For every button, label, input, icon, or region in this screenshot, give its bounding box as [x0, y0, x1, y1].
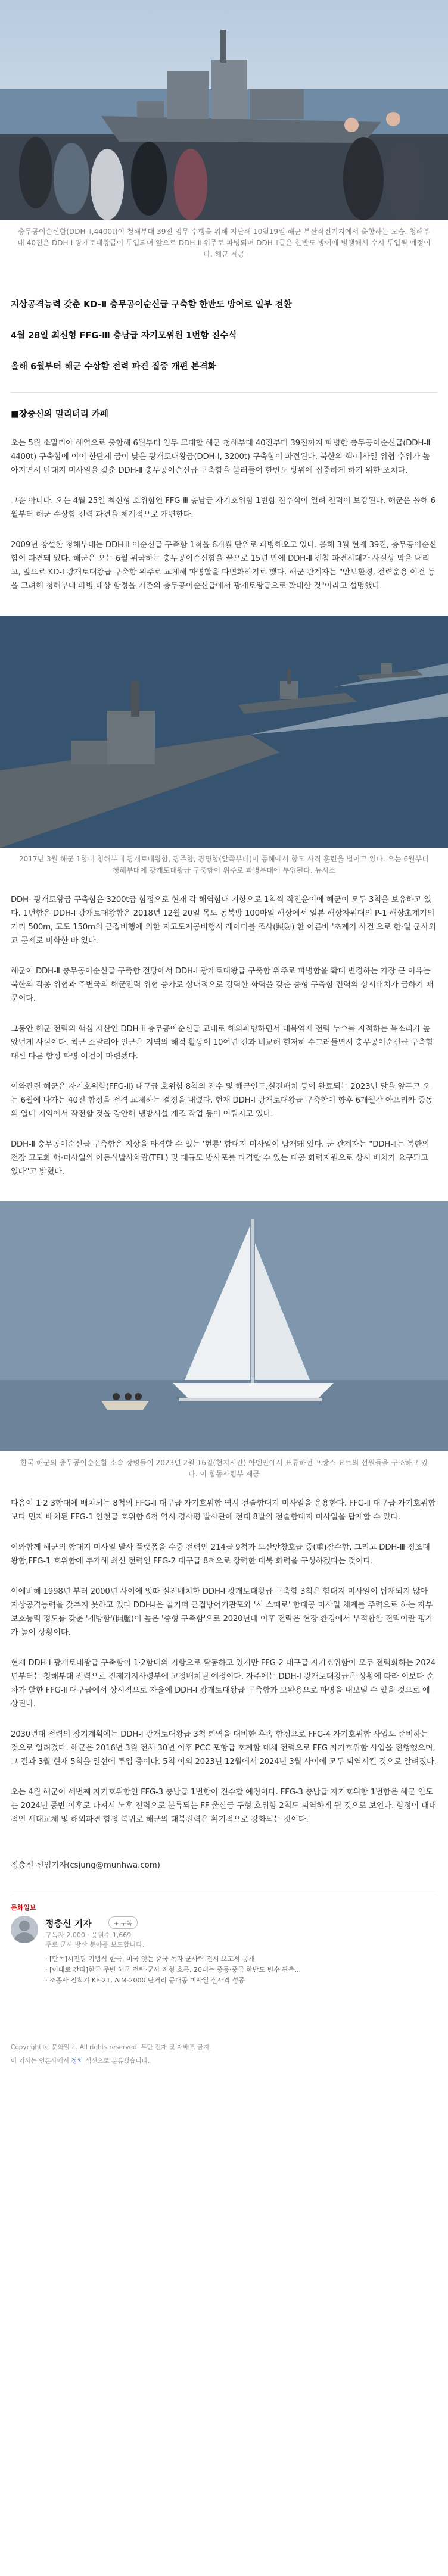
copyright-notice: Copyright ⓒ 문화일보. All rights reserved. 무단 전재 및 재배포 금지. [11, 2044, 211, 2051]
paragraph: 오는 4월 해군이 세번째 자기호위함인 FFG-3 충남급 1번함이 진수할 예정이다. FFG-3 충남급 자기호위함 1번함은 해군 인도는 2024년 중반 이후로 다져서 노후 전력으로 분류되는 FF 울산급 구형 호위함 2척도 퇴역하게 될 것으로 보인다. 함정이 대대적인 세대교체 및 해외파견 함정 복귀로 해군의 대북전력은 획기적으로 강화되는 것이다. [11, 1788, 437, 1824]
article-photo-2 [0, 616, 448, 848]
yacht-rescue-image [0, 1201, 448, 1451]
related-article-link[interactable]: · [단독]시진핑 기념식 한국, 미국 잇는 중국 독자 군사력 전시 보고서 공개 [45, 1954, 301, 1965]
photo-caption-2: 2017년 3월 해군 1함대 청해부대 광개토대왕함, 광주함, 광명함(앞쪽부터)이 동해에서 항모 사격 훈련을 벌이고 있다. 오는 6월부터 청해부대에 광개토대왕급 구축함이 위주로 파병부대에 투입된다. 뉴시스 [19, 855, 429, 875]
photo-caption-3: 한국 해군의 충무공이순신함 소속 장병들이 2023년 2월 16일(현지시간) 아덴만에서 표류하던 프랑스 요트의 선원들을 구조하고 있다. 이 합동사령부 제공 [20, 1459, 428, 1478]
summary-line-2: 4월 28일 최신형 FFG-Ⅲ 충남급 자기모위원 1번함 진수식 [11, 331, 237, 341]
warship-departure-image [0, 0, 448, 220]
paragraph: DDH-Ⅱ 충무공이순신급 구축함은 지상을 타격할 수 있는 '현룡' 함대지 미사일이 탑재돼 있다. 군 관계자는 "DDH-Ⅱ는 북한의 전장 고도화 핵·미사일의 이동식발사차량(TEL) 및 대규모 방사포를 타격할 수 있는 대공 화력지원으로 상시 배치가 요구되고 있다"고 밝혔다. [11, 1140, 430, 1176]
paragraph: 해군이 DDH-Ⅱ 충무공이순신급 구축함 전망에서 DDH-Ⅰ 광개토대왕급 구축함 위주로 파병함을 확대 변경하는 가장 큰 이유는 북한의 각종 위협과 주변국의 해군전력 위협 증가로 상대적으로 강력한 화력을 갖춘 중형 구축함 전력의 상시배치가 급하기 때문이다. [11, 967, 434, 1003]
column-title: ■장중신의 밀리터리 카페 [11, 410, 108, 419]
photo-caption-1: 충무공이순신함(DDH-Ⅱ,4400t)이 청해부대 39진 임무 수행을 위해 지난해 10월19일 해군 부산작전기지에서 출항하는 모습. 청해부대 40진은 DDH-Ⅰ 광개토대왕급이 투입되며 앞으로 DDH-Ⅱ 위주로 파병되며 DDH-Ⅱ급은 한반도 방어에 병행해서 수시 투입될 예정이다. 해군 제공 [17, 227, 431, 258]
subscribe-button[interactable]: + 구독 [108, 1916, 138, 1929]
paragraph: 다음이 1·2·3함대에 배치되는 8척의 FFG-Ⅱ 대구급 자기호위함 역시 전술함대지 미사일을 운용한다. FFG-Ⅱ 대구급 자기호위함 보다 먼저 배치된 FFG-1 인천급 호위함 6척 역시 경사평 발사관에 전대 8발의 전술함대지 미사일을 탑재할 수 있다. [11, 1499, 436, 1522]
section-notice-post: 섹션으로 분류했습니다. [83, 2057, 150, 2065]
summary-line-3: 올해 6월부터 해군 수상함 전력 파견 집중 개편 본격화 [11, 362, 216, 371]
paragraph: DDH- 광개토왕급 구축함은 3200t급 함정으로 현재 각 해역함대 기항으로 1척씩 작전운이에 해군이 모두 3척을 보유하고 있다. 1번함은 DDH-Ⅰ 광개토대왕함은 2018년 12월 20일 목도 동북방 100마일 해상에서 일본 해상자위대의 P-1 해상초계기의 거리 500m, 고도 150m의 근접비행에 의한 지고도저공비행시 레이더를 조사(照射) 한 이른바 '초계기 사건'으로 한·일 군사외교 문제로 비화한 바 있다. [11, 895, 436, 945]
paragraph: 2009년 창설한 청해부대는 DDH-Ⅱ 이순신급 구축함 1척을 6개월 단위로 파병해오고 있다. 올해 3월 현재 39진, 충무공이순신함이 파견돼 있다. 해군은 오는 6월 위국하는 충무공이순신함을 끝으로 15년 만에 DDH-Ⅱ 전참 파견시대가 사실상 막을 내리고, 앞으로 KD-Ⅰ 광개토대왕급 구축함 위주로 교체해 파병할을 다변화하기로 했다. 해군 관계자는 "안보환경, 전력운용 여건 등을 고려해 청해부대 파병 대상 함정을 기존의 충무공이순신급에서 광개토왕급으로 확대한 것"이라고 설명했다. [11, 541, 437, 591]
paragraph: 이에비해 1998년 부터 2000년 사이에 잇따 실전배치한 DDH-Ⅰ 광개토대왕급 구축함 3척은 함대지 미사일이 탑재되지 않아 지상공격능력을 갖추지 못하고 있다 DDH-Ⅰ은 골키퍼 근접방어기관포와 '시 스패로' 함대공 미사일 체계를 주력으로 하는 자부 보호능력 정도를 갖춘 '개방함'(開艦)이 높은 '중형 구축함'으로 2020년대 이후 전략은 현장 환경에서 부적합한 전력이란 평가가 높이 상황이다. [11, 1587, 433, 1637]
paragraph: 2030년대 전력의 장기계획에는 DDH-Ⅰ 광개토대왕급 3척 퇴역을 대비한 후속 함정으로 FFG-4 자기호위함 사업도 준비하는 것으로 알려졌다. 해군은 2016년 3월 전체 30년 이후 PCC 포항급 호계함 대체 전력으로 FFG 자기호위함 사업을 진행했으며, 그 결과 3월 현재 5척을 일선에 투입 중이다. 5척 이외 2023년 12월에서 2024년 3월 사이에 모두 퇴역시킬 것으로 알려졌다. [11, 1730, 437, 1766]
paragraph: 그뿐 아니다. 오는 4월 25일 최신형 호위함인 FFG-Ⅲ 충남급 자기호위함 1번함 진수식이 열려 전력이 보강된다. 해군은 올해 6월부터 해군 수상함 전력 파견을 체계적으로 개편한다. [11, 497, 435, 519]
article-body-section-1 [0, 436, 448, 593]
subscriber-stats [45, 1930, 144, 1949]
avatar[interactable] [11, 1916, 38, 1943]
related-articles-list [45, 1954, 301, 1986]
reporter-profile-card [11, 1894, 437, 2019]
related-article-link[interactable]: · 조종사 진척기 KF-21, AIM-2000 단거리 공대공 미사일 실사격 성공 [45, 1975, 301, 1986]
article-photo-1 [0, 0, 448, 220]
summary-line-1: 지상공격능력 갖춘 KD-Ⅱ 충무공이순신급 구축함 한반도 방어로 일부 전환 [11, 300, 292, 310]
reporter-description: 주로 군사 방산 분야를 보도합니다. [45, 1941, 145, 1949]
author-byline: 정충신 선임기자(csjung@munhwa.com) [11, 1861, 160, 1870]
paragraph: 현재 DDH-Ⅰ 광개토대왕급 구축함이 1·2함대의 기함으로 활동하고 있지만 FFG-2 대구급 자기호위함이 모두 전력화하는 2024년부터는 청해부대 전력으로 진제기지사령부에 고정배치될 예정이다. 자주에는 DDH-Ⅰ 광개토대왕급은 상황에 따라 이보다 순차가 할한 FFG-Ⅱ 대구급에서 상시적으로 자율에 DDH-Ⅰ 광개토대왕급 구축함과 보완용으로 파병을 내보낼 수 있을 것으로 예상된다. [11, 1659, 436, 1709]
section-notice-pre: 이 기사는 언론사에서 [11, 2057, 71, 2065]
paragraph: 이와함께 해군의 함대지 미사일 발사 플랫폼을 수중 전력인 214급 9척과 도산안창호급 중(重)잠수함, 그리고 DDH-Ⅲ 정조대왕함,FFG-1 호위함에 추가해 최신 전력인 FFG-2 대구급 8척으로 강력한 대북 화력을 구성하겠다는 것이다. [11, 1543, 430, 1566]
article-body-section-2 [0, 893, 448, 1179]
press-name: 문화일보 [11, 1904, 36, 1912]
paragraph: 그동안 해군 전력의 핵심 자산인 DDH-Ⅱ 충무공이순신급 교대로 해외파병하면서 대북억제 전력 누수를 지적하는 목소리가 높았던게 사실이다. 최근 소말리아 인근은 지역의 해적 활동이 10여년 전과 비교해 현저히 수그러들면서 충무공이순신급 구축함 대신 다른 함정 파병 여건이 마련됐다. [11, 1025, 434, 1061]
summary-divider [11, 392, 437, 393]
section-link[interactable]: 정치 [71, 2057, 83, 2065]
paragraph: 오는 5월 소말리아 해역으로 출항해 6월부터 임무 교대할 해군 청해부대 40진부터 39진까지 파병한 충무공이순신급(DDH-Ⅱ 4400t) 구축함에 이어 한단계 급이 낮은 광개토대왕급(DDH-Ⅰ, 3200t) 구축함이 파견된다. 북한의 핵·미사일 위협 수위가 높아지면서 탄대지 미사일을 갖춘 DDH-Ⅱ 충무공이순신급 구축함을 불러들여 한반도 방위에 집중하게 하기 위한 조치다. [11, 439, 431, 475]
paragraph: 이와관련 해군은 자기호위함(FFG-Ⅱ) 대구급 호위함 8척의 전수 및 해군인도,실전배치 등이 완료되는 2023년 말을 앞두고 오는 6월에 나가는 40진 함정을 전격 교체하는 결정을 내렸다. 현재 DDH-Ⅰ 광개토대왕급 구축함이 향후 6개월간 아프리카 중동의 열대 지역에서 작전할 것을 감안해 냉방시설 개조 작업 등이 이뤄지고 있다. [11, 1082, 433, 1119]
warships-at-sea-image [0, 616, 448, 848]
article-body-section-3 [0, 1497, 448, 1826]
section-notice [0, 2056, 448, 2065]
subscriber-count: 구독자 2,000 · 응원수 1,669 [45, 1931, 132, 1939]
article-summary [0, 298, 448, 373]
article-photo-3 [0, 1201, 448, 1451]
reporter-name[interactable]: 정충신 기자 [45, 1918, 92, 1929]
related-article-link[interactable]: · [이대로 간다]한국 주변 해군 전력·군사 지형 흐름, 20대는 중동·중국 한반도 변수 관측... [45, 1965, 301, 1975]
